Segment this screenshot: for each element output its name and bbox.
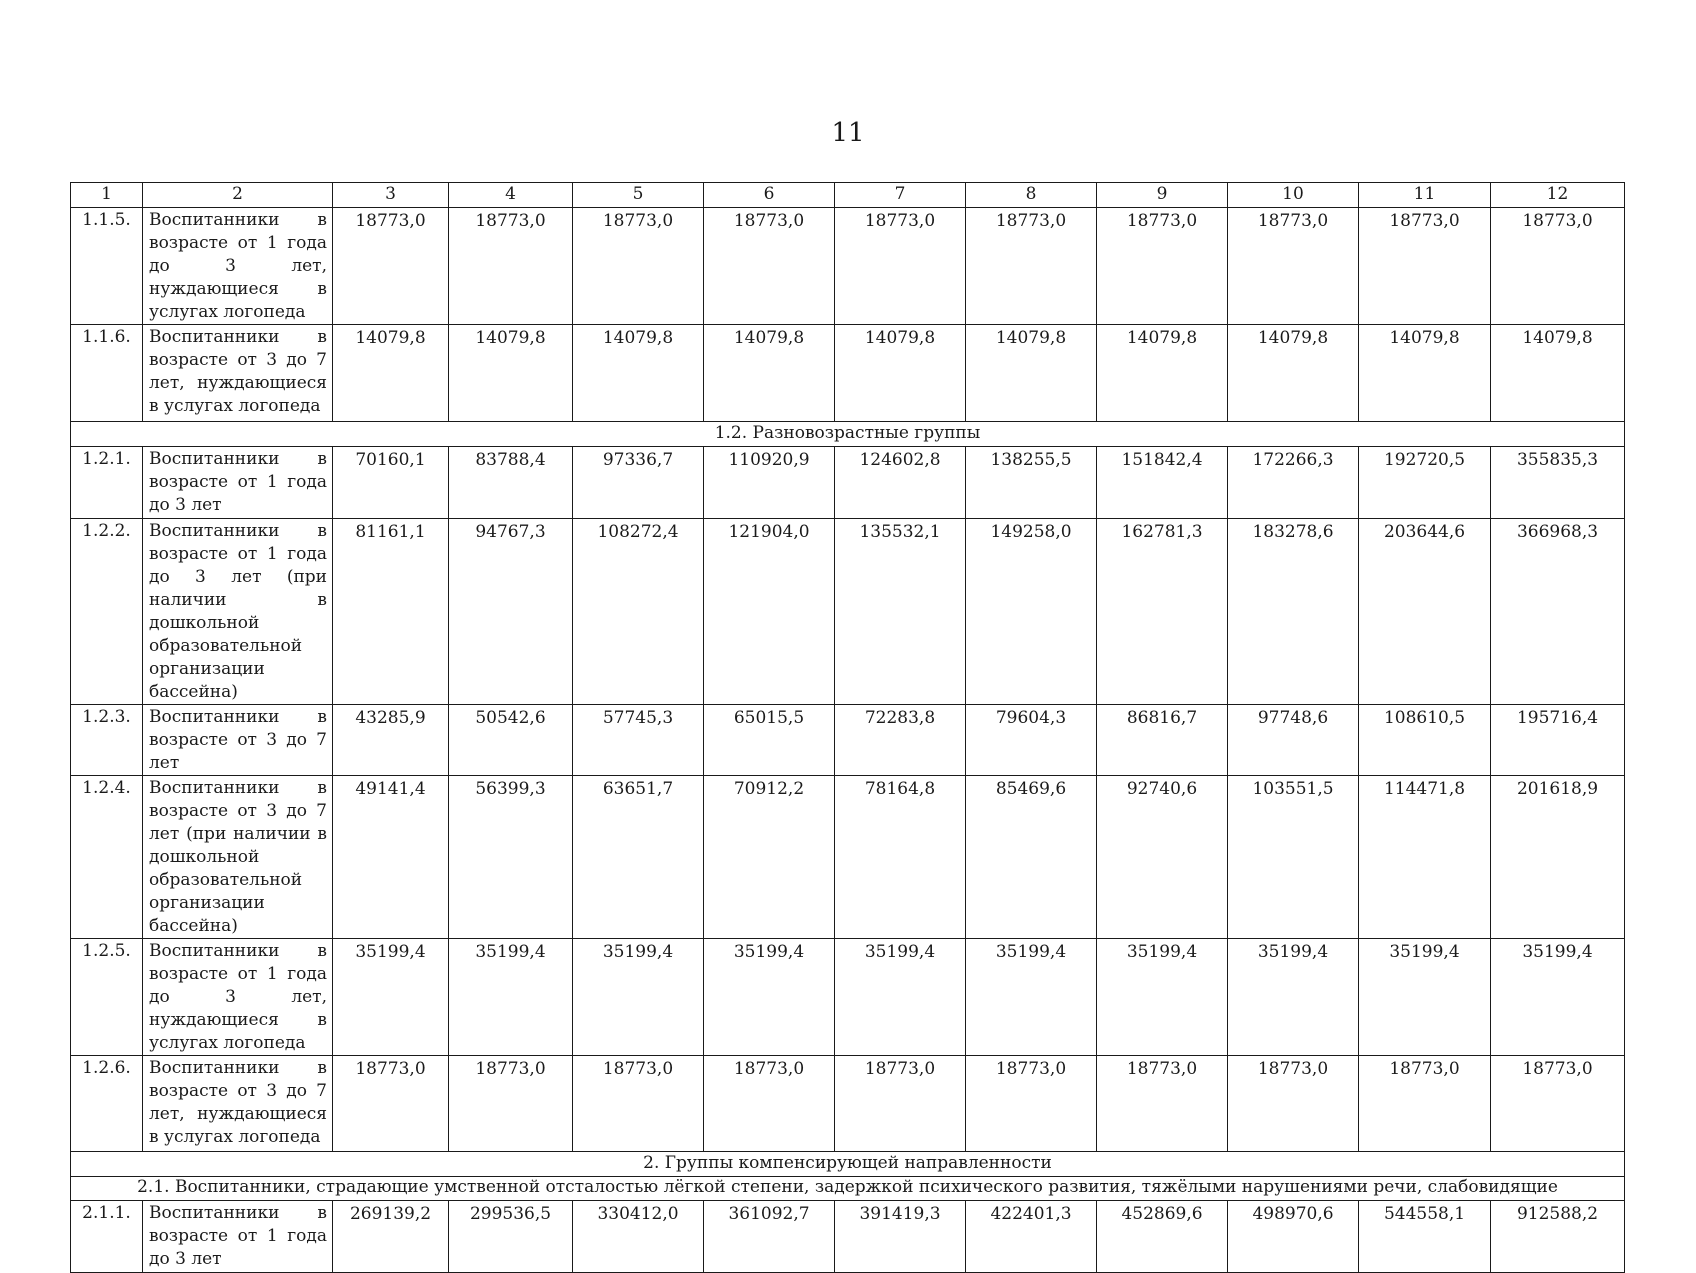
cost-value-cell: 18773,0 [835, 1056, 966, 1152]
cost-value-cell: 63651,7 [573, 776, 704, 939]
row-description: Воспитанники в возрасте от 1 года до 3 лет, нуждающиеся в услугах логопеда [143, 939, 333, 1056]
cost-value-cell: 35199,4 [1228, 939, 1359, 1056]
cost-value-cell: 97748,6 [1228, 705, 1359, 776]
cost-value-cell: 121904,0 [704, 519, 835, 705]
cost-value-cell: 18773,0 [1491, 1056, 1625, 1152]
column-number-row [71, 183, 1625, 208]
table-row [71, 705, 1625, 776]
cost-value-cell: 14079,8 [1097, 325, 1228, 422]
column-number: 12 [1491, 183, 1625, 208]
cost-value-cell: 18773,0 [573, 208, 704, 325]
column-number: 6 [704, 183, 835, 208]
cost-value-cell: 192720,5 [1359, 447, 1491, 519]
cost-value-cell: 35199,4 [1097, 939, 1228, 1056]
cost-value-cell: 108272,4 [573, 519, 704, 705]
table-row [71, 325, 1625, 422]
cost-value-cell: 18773,0 [1228, 1056, 1359, 1152]
cost-value-cell: 35199,4 [573, 939, 704, 1056]
row-description: Воспитанники в возрасте от 1 года до 3 лет [143, 447, 333, 519]
column-number: 4 [449, 183, 573, 208]
cost-value-cell: 14079,8 [449, 325, 573, 422]
cost-value-cell: 195716,4 [1491, 705, 1625, 776]
column-number: 7 [835, 183, 966, 208]
row-description: Воспитанники в возрасте от 3 до 7 лет, нуждающиеся в услугах логопеда [143, 325, 333, 422]
row-code: 1.2.6. [71, 1056, 143, 1152]
cost-value-cell: 35199,4 [333, 939, 449, 1056]
column-number: 10 [1228, 183, 1359, 208]
section-1-2 [71, 422, 1625, 447]
cost-value-cell: 35199,4 [1359, 939, 1491, 1056]
table-row [71, 208, 1625, 325]
cost-value-cell: 79604,3 [966, 705, 1097, 776]
cost-value-cell: 103551,5 [1228, 776, 1359, 939]
cost-value-cell: 330412,0 [573, 1201, 704, 1273]
subsection-title-2-1: 2.1. Воспитанники, страдающие умственной отсталостью лёгкой степени, задержкой психического развития, тяжёлыми нарушениями речи, слабовидящие [71, 1177, 1625, 1201]
row-code: 1.2.2. [71, 519, 143, 705]
cost-value-cell: 14079,8 [1491, 325, 1625, 422]
tariff-table [70, 182, 1625, 1273]
table-row [71, 939, 1625, 1056]
cost-value-cell: 18773,0 [449, 208, 573, 325]
section-title-2: 2. Группы компенсирующей направленности [71, 1152, 1625, 1177]
cost-value-cell: 65015,5 [704, 705, 835, 776]
cost-value-cell: 72283,8 [835, 705, 966, 776]
table-row [71, 1201, 1625, 1273]
section-row-1-2 [71, 422, 1625, 447]
section-2 [71, 1152, 1625, 1201]
cost-value-cell: 18773,0 [1359, 208, 1491, 325]
cost-value-cell: 70912,2 [704, 776, 835, 939]
cost-value-cell: 18773,0 [333, 208, 449, 325]
cost-value-cell: 355835,3 [1491, 447, 1625, 519]
cost-value-cell: 172266,3 [1228, 447, 1359, 519]
cost-value-cell: 85469,6 [966, 776, 1097, 939]
table-row [71, 519, 1625, 705]
cost-value-cell: 18773,0 [1359, 1056, 1491, 1152]
cost-value-cell: 18773,0 [704, 1056, 835, 1152]
cost-value-cell: 18773,0 [1097, 208, 1228, 325]
cost-value-cell: 35199,4 [966, 939, 1097, 1056]
cost-value-cell: 162781,3 [1097, 519, 1228, 705]
cost-value-cell: 35199,4 [704, 939, 835, 1056]
row-description: Воспитанники в возрасте от 1 года до 3 лет (при наличии в дошкольной образовательной организации бассейна) [143, 519, 333, 705]
cost-value-cell: 14079,8 [704, 325, 835, 422]
row-code: 1.1.6. [71, 325, 143, 422]
column-number: 2 [143, 183, 333, 208]
row-description: Воспитанники в возрасте от 3 до 7 лет (при наличии в дошкольной образовательной организации бассейна) [143, 776, 333, 939]
column-number: 1 [71, 183, 143, 208]
table-row [71, 1056, 1625, 1152]
cost-value-cell: 49141,4 [333, 776, 449, 939]
table-row [71, 447, 1625, 519]
row-description: Воспитанники в возрасте от 3 до 7 лет [143, 705, 333, 776]
cost-value-cell: 43285,9 [333, 705, 449, 776]
cost-value-cell: 269139,2 [333, 1201, 449, 1273]
row-description: Воспитанники в возрасте от 1 года до 3 лет, нуждающиеся в услугах логопеда [143, 208, 333, 325]
cost-value-cell: 912588,2 [1491, 1201, 1625, 1273]
cost-value-cell: 18773,0 [1491, 208, 1625, 325]
cost-value-cell: 391419,3 [835, 1201, 966, 1273]
row-description: Воспитанники в возрасте от 3 до 7 лет, нуждающиеся в услугах логопеда [143, 1056, 333, 1152]
cost-value-cell: 14079,8 [573, 325, 704, 422]
cost-value-cell: 108610,5 [1359, 705, 1491, 776]
cost-value-cell: 366968,3 [1491, 519, 1625, 705]
cost-value-cell: 50542,6 [449, 705, 573, 776]
row-code: 1.2.3. [71, 705, 143, 776]
cost-value-cell: 299536,5 [449, 1201, 573, 1273]
rows-group-2-1 [71, 1201, 1625, 1273]
cost-value-cell: 149258,0 [966, 519, 1097, 705]
row-code: 1.1.5. [71, 208, 143, 325]
cost-value-cell: 83788,4 [449, 447, 573, 519]
row-code: 1.2.4. [71, 776, 143, 939]
cost-value-cell: 18773,0 [966, 208, 1097, 325]
cost-value-cell: 18773,0 [1097, 1056, 1228, 1152]
cost-value-cell: 14079,8 [966, 325, 1097, 422]
cost-value-cell: 14079,8 [1228, 325, 1359, 422]
cost-value-cell: 35199,4 [1491, 939, 1625, 1056]
table-row [71, 776, 1625, 939]
cost-value-cell: 56399,3 [449, 776, 573, 939]
rows-group-1-1 [71, 208, 1625, 422]
cost-value-cell: 151842,4 [1097, 447, 1228, 519]
cost-value-cell: 18773,0 [573, 1056, 704, 1152]
cost-value-cell: 110920,9 [704, 447, 835, 519]
cost-value-cell: 86816,7 [1097, 705, 1228, 776]
row-description: Воспитанники в возрасте от 1 года до 3 лет [143, 1201, 333, 1273]
rows-group-1-2 [71, 447, 1625, 1152]
row-code: 1.2.1. [71, 447, 143, 519]
column-number: 11 [1359, 183, 1491, 208]
subsection-row-2-1 [71, 1177, 1625, 1201]
cost-value-cell: 498970,6 [1228, 1201, 1359, 1273]
cost-value-cell: 18773,0 [1228, 208, 1359, 325]
cost-value-cell: 97336,7 [573, 447, 704, 519]
cost-value-cell: 361092,7 [704, 1201, 835, 1273]
cost-value-cell: 18773,0 [835, 208, 966, 325]
cost-value-cell: 124602,8 [835, 447, 966, 519]
cost-value-cell: 78164,8 [835, 776, 966, 939]
table-header [71, 183, 1625, 208]
cost-value-cell: 35199,4 [449, 939, 573, 1056]
section-title-1-2: 1.2. Разновозрастные группы [71, 422, 1625, 447]
column-number: 9 [1097, 183, 1228, 208]
cost-value-cell: 14079,8 [333, 325, 449, 422]
page-number: 11 [831, 118, 865, 148]
cost-value-cell: 94767,3 [449, 519, 573, 705]
row-code: 2.1.1. [71, 1201, 143, 1273]
cost-value-cell: 135532,1 [835, 519, 966, 705]
cost-value-cell: 81161,1 [333, 519, 449, 705]
cost-value-cell: 18773,0 [966, 1056, 1097, 1152]
section-row-2 [71, 1152, 1625, 1177]
cost-value-cell: 92740,6 [1097, 776, 1228, 939]
cost-value-cell: 14079,8 [1359, 325, 1491, 422]
column-number: 8 [966, 183, 1097, 208]
cost-value-cell: 57745,3 [573, 705, 704, 776]
cost-value-cell: 544558,1 [1359, 1201, 1491, 1273]
cost-value-cell: 18773,0 [449, 1056, 573, 1152]
column-number: 3 [333, 183, 449, 208]
cost-value-cell: 18773,0 [333, 1056, 449, 1152]
cost-value-cell: 35199,4 [835, 939, 966, 1056]
cost-value-cell: 422401,3 [966, 1201, 1097, 1273]
row-code: 1.2.5. [71, 939, 143, 1056]
cost-value-cell: 114471,8 [1359, 776, 1491, 939]
cost-value-cell: 203644,6 [1359, 519, 1491, 705]
cost-value-cell: 70160,1 [333, 447, 449, 519]
column-number: 5 [573, 183, 704, 208]
cost-value-cell: 138255,5 [966, 447, 1097, 519]
cost-value-cell: 183278,6 [1228, 519, 1359, 705]
cost-value-cell: 14079,8 [835, 325, 966, 422]
cost-value-cell: 452869,6 [1097, 1201, 1228, 1273]
cost-value-cell: 201618,9 [1491, 776, 1625, 939]
cost-value-cell: 18773,0 [704, 208, 835, 325]
